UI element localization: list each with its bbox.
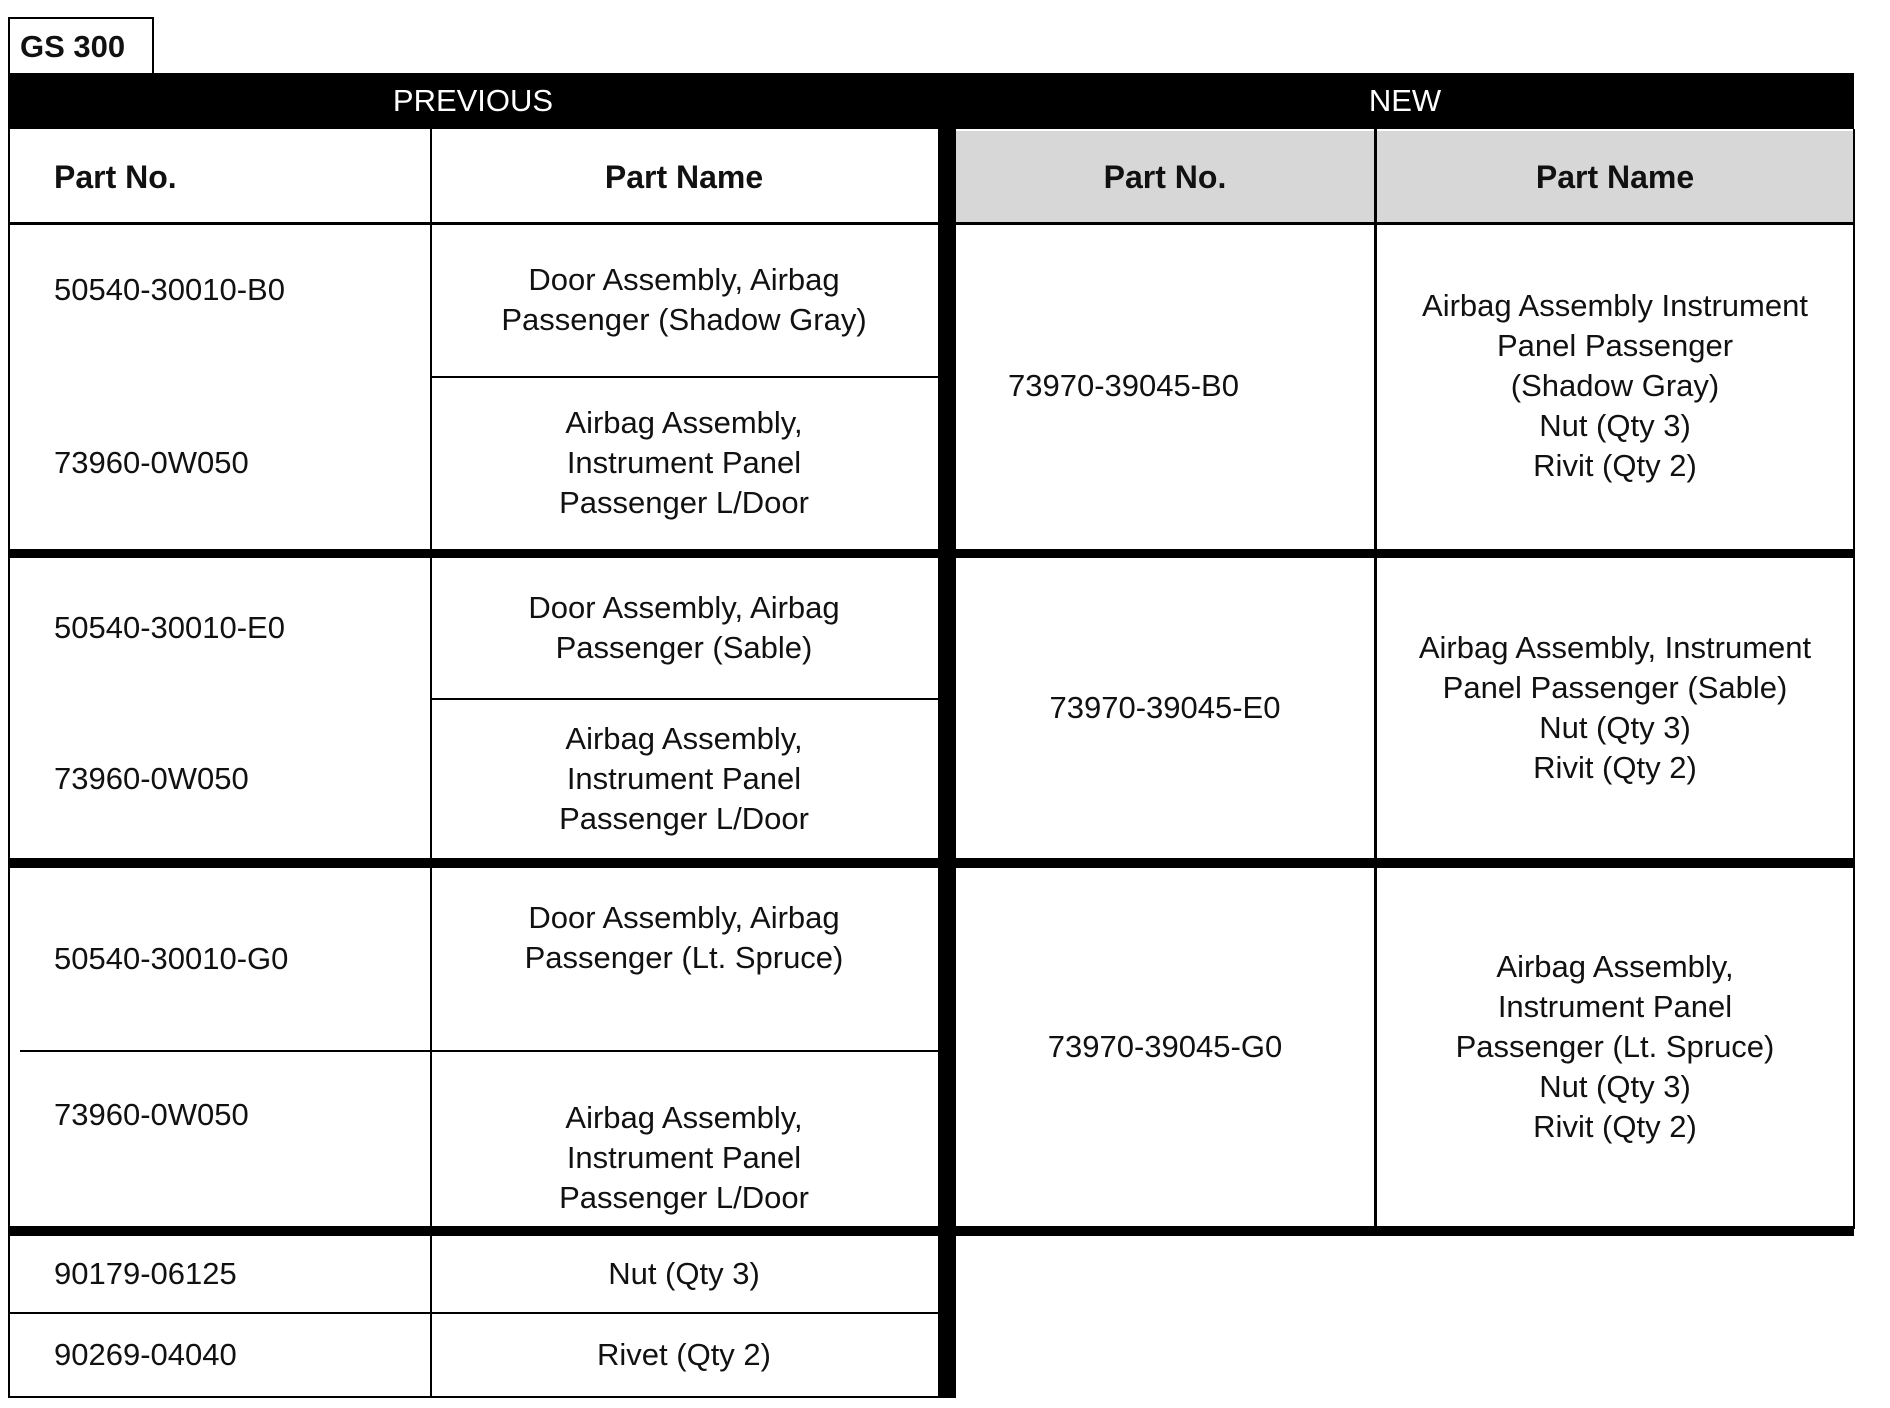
- new-section-header: NEW: [956, 73, 1854, 129]
- new-part-name-cell: Airbag Assembly Instrument Panel Passenger (Shadow Gray) Nut (Qty 3) Rivit (Qty 2): [1422, 288, 1808, 483]
- new-part-name-cell: Airbag Assembly, Instrument Panel Passenger (Sable) Nut (Qty 3) Rivit (Qty 2): [1418, 630, 1812, 785]
- prev-part-no-cell: 73960-0W050: [54, 1097, 249, 1132]
- prev-part-name-cell: Airbag Assembly, Instrument Panel Passenger L/Door: [559, 721, 809, 836]
- prev-part-no-cell: 50540-30010-E0: [54, 610, 285, 645]
- prev-part-no-cell: 90269-04040: [54, 1337, 237, 1372]
- new-part-name-header: Part Name: [1377, 131, 1853, 223]
- new-part-name-cell: Airbag Assembly, Instrument Panel Passenger (Lt. Spruce) Nut (Qty 3) Rivit (Qty 2): [1455, 949, 1775, 1144]
- new-part-no-cell: 73970-39045-B0: [1008, 368, 1239, 403]
- prev-part-no-header: Part No.: [54, 159, 177, 195]
- new-part-no-header: Part No.: [956, 131, 1374, 223]
- prev-part-name-cell: Airbag Assembly, Instrument Panel Passenger L/Door: [559, 405, 809, 520]
- prev-part-no-cell: 90179-06125: [54, 1256, 237, 1291]
- prev-part-name-cell: Nut (Qty 3): [608, 1256, 760, 1291]
- prev-part-no-cell: 50540-30010-G0: [54, 941, 289, 976]
- prev-part-name-cell: Airbag Assembly, Instrument Panel Passenger L/Door: [559, 1100, 809, 1215]
- prev-part-name-cell: Door Assembly, Airbag Passenger (Shadow Gray): [501, 262, 867, 337]
- prev-part-no-cell: 73960-0W050: [54, 445, 249, 480]
- new-part-no-cell: 73970-39045-E0: [1049, 690, 1281, 725]
- previous-section-header: PREVIOUS: [8, 73, 938, 129]
- prev-part-name-header: Part Name: [604, 159, 764, 195]
- prev-part-name-cell: Rivet (Qty 2): [597, 1337, 771, 1372]
- new-part-no-cell: 73970-39045-G0: [1047, 1029, 1283, 1064]
- prev-part-name-cell: Door Assembly, Airbag Passenger (Lt. Spruce): [524, 900, 844, 975]
- model-label: GS 300: [8, 17, 154, 73]
- prev-part-no-cell: 50540-30010-B0: [54, 272, 285, 307]
- prev-part-name-cell: Door Assembly, Airbag Passenger (Sable): [528, 590, 840, 665]
- prev-part-no-cell: 73960-0W050: [54, 761, 249, 796]
